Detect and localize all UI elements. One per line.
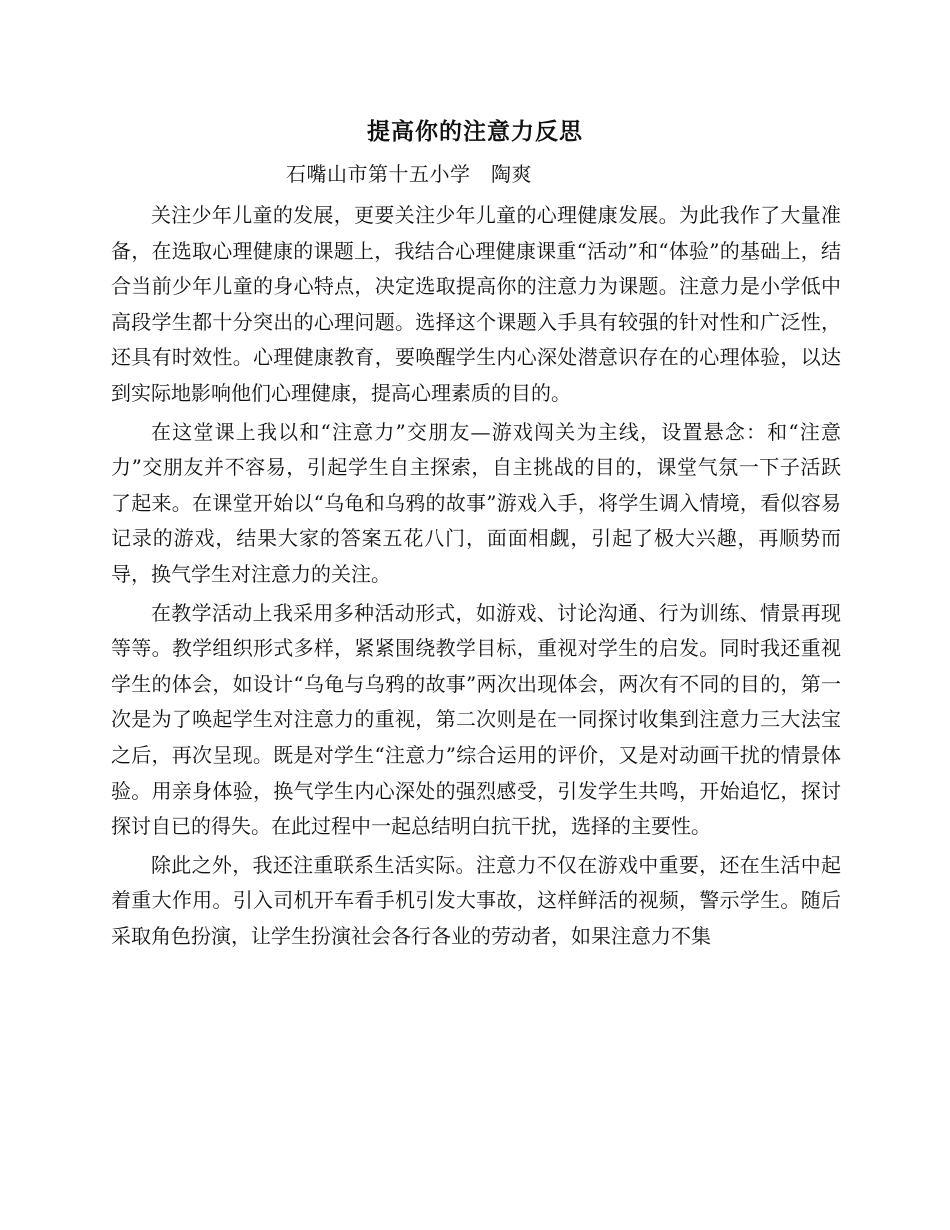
document-title: 提高你的注意力反思 — [367, 118, 583, 145]
paragraph-1: 关注少年儿童的发展，更要关注少年儿童的心理健康发展。为此我作了大量准备，在选取心理健康的课题上，我结合心理健康课重“活动”和“体验”的基础上，结合当前少年儿童的身心特点，决定选取提高你的注意力为课题。注意力是小学低中高段学生都十分突出的心理问题。选择这个课题入手具有较强的针对性和广泛性，还具有时效性。心理健康教育，要唤醒学生内心深处潜意识存在的心理体验，以达到实际地影响他们心理健康，提高心理素质的目的。 — [111, 203, 841, 405]
paragraph-4: 除此之外，我还注重联系生活实际。注意力不仅在游戏中重要，还在生活中起着重大作用。引入司机开车看手机引发大事故，这样鲜活的视频，警示学生。随后采取角色扮演，让学生扮演社会各行各业的劳动者，如果注意力不集 — [111, 852, 841, 948]
paragraph-2: 在这堂课上我以和“注意力”交朋友—游戏闯关为主线，设置悬念：和“注意力”交朋友并不容易，引起学生自主探索，自主挑战的目的，课堂气氛一下子活跃了起来。在课堂开始以“乌龟和乌鸦的故事”游戏入手，将学生调入情境，看似容易记录的游戏，结果大家的答案五花八门，面面相觑，引起了极大兴趣，再顺势而导，换气学生对注意力的关注。 — [111, 419, 841, 586]
paragraph-3: 在教学活动上我采用多种活动形式，如游戏、讨论沟通、行为训练、情景再现等等。教学组织形式多样，紧紧围绕教学目标，重视对学生的启发。同时我还重视学生的体会，如设计“乌龟与乌鸦的故事”两次出现体会，两次有不同的目的，第一次是为了唤起学生对注意力的重视，第二次则是在一同探讨收集到注意力三大法宝之后，再次呈现。既是对学生“注意力”综合运用的评价，又是对动画干扰的情景体验。用亲身体验，换气学生内心深处的强烈感受，引发学生共鸣，开始追忆，探讨探讨自已的得失。在此过程中一起总结明白抗干扰，选择的主要性。 — [111, 600, 841, 839]
author-line: 石嘴山市第十五小学 陶爽 — [286, 162, 532, 186]
document-body — [111, 198, 841, 957]
